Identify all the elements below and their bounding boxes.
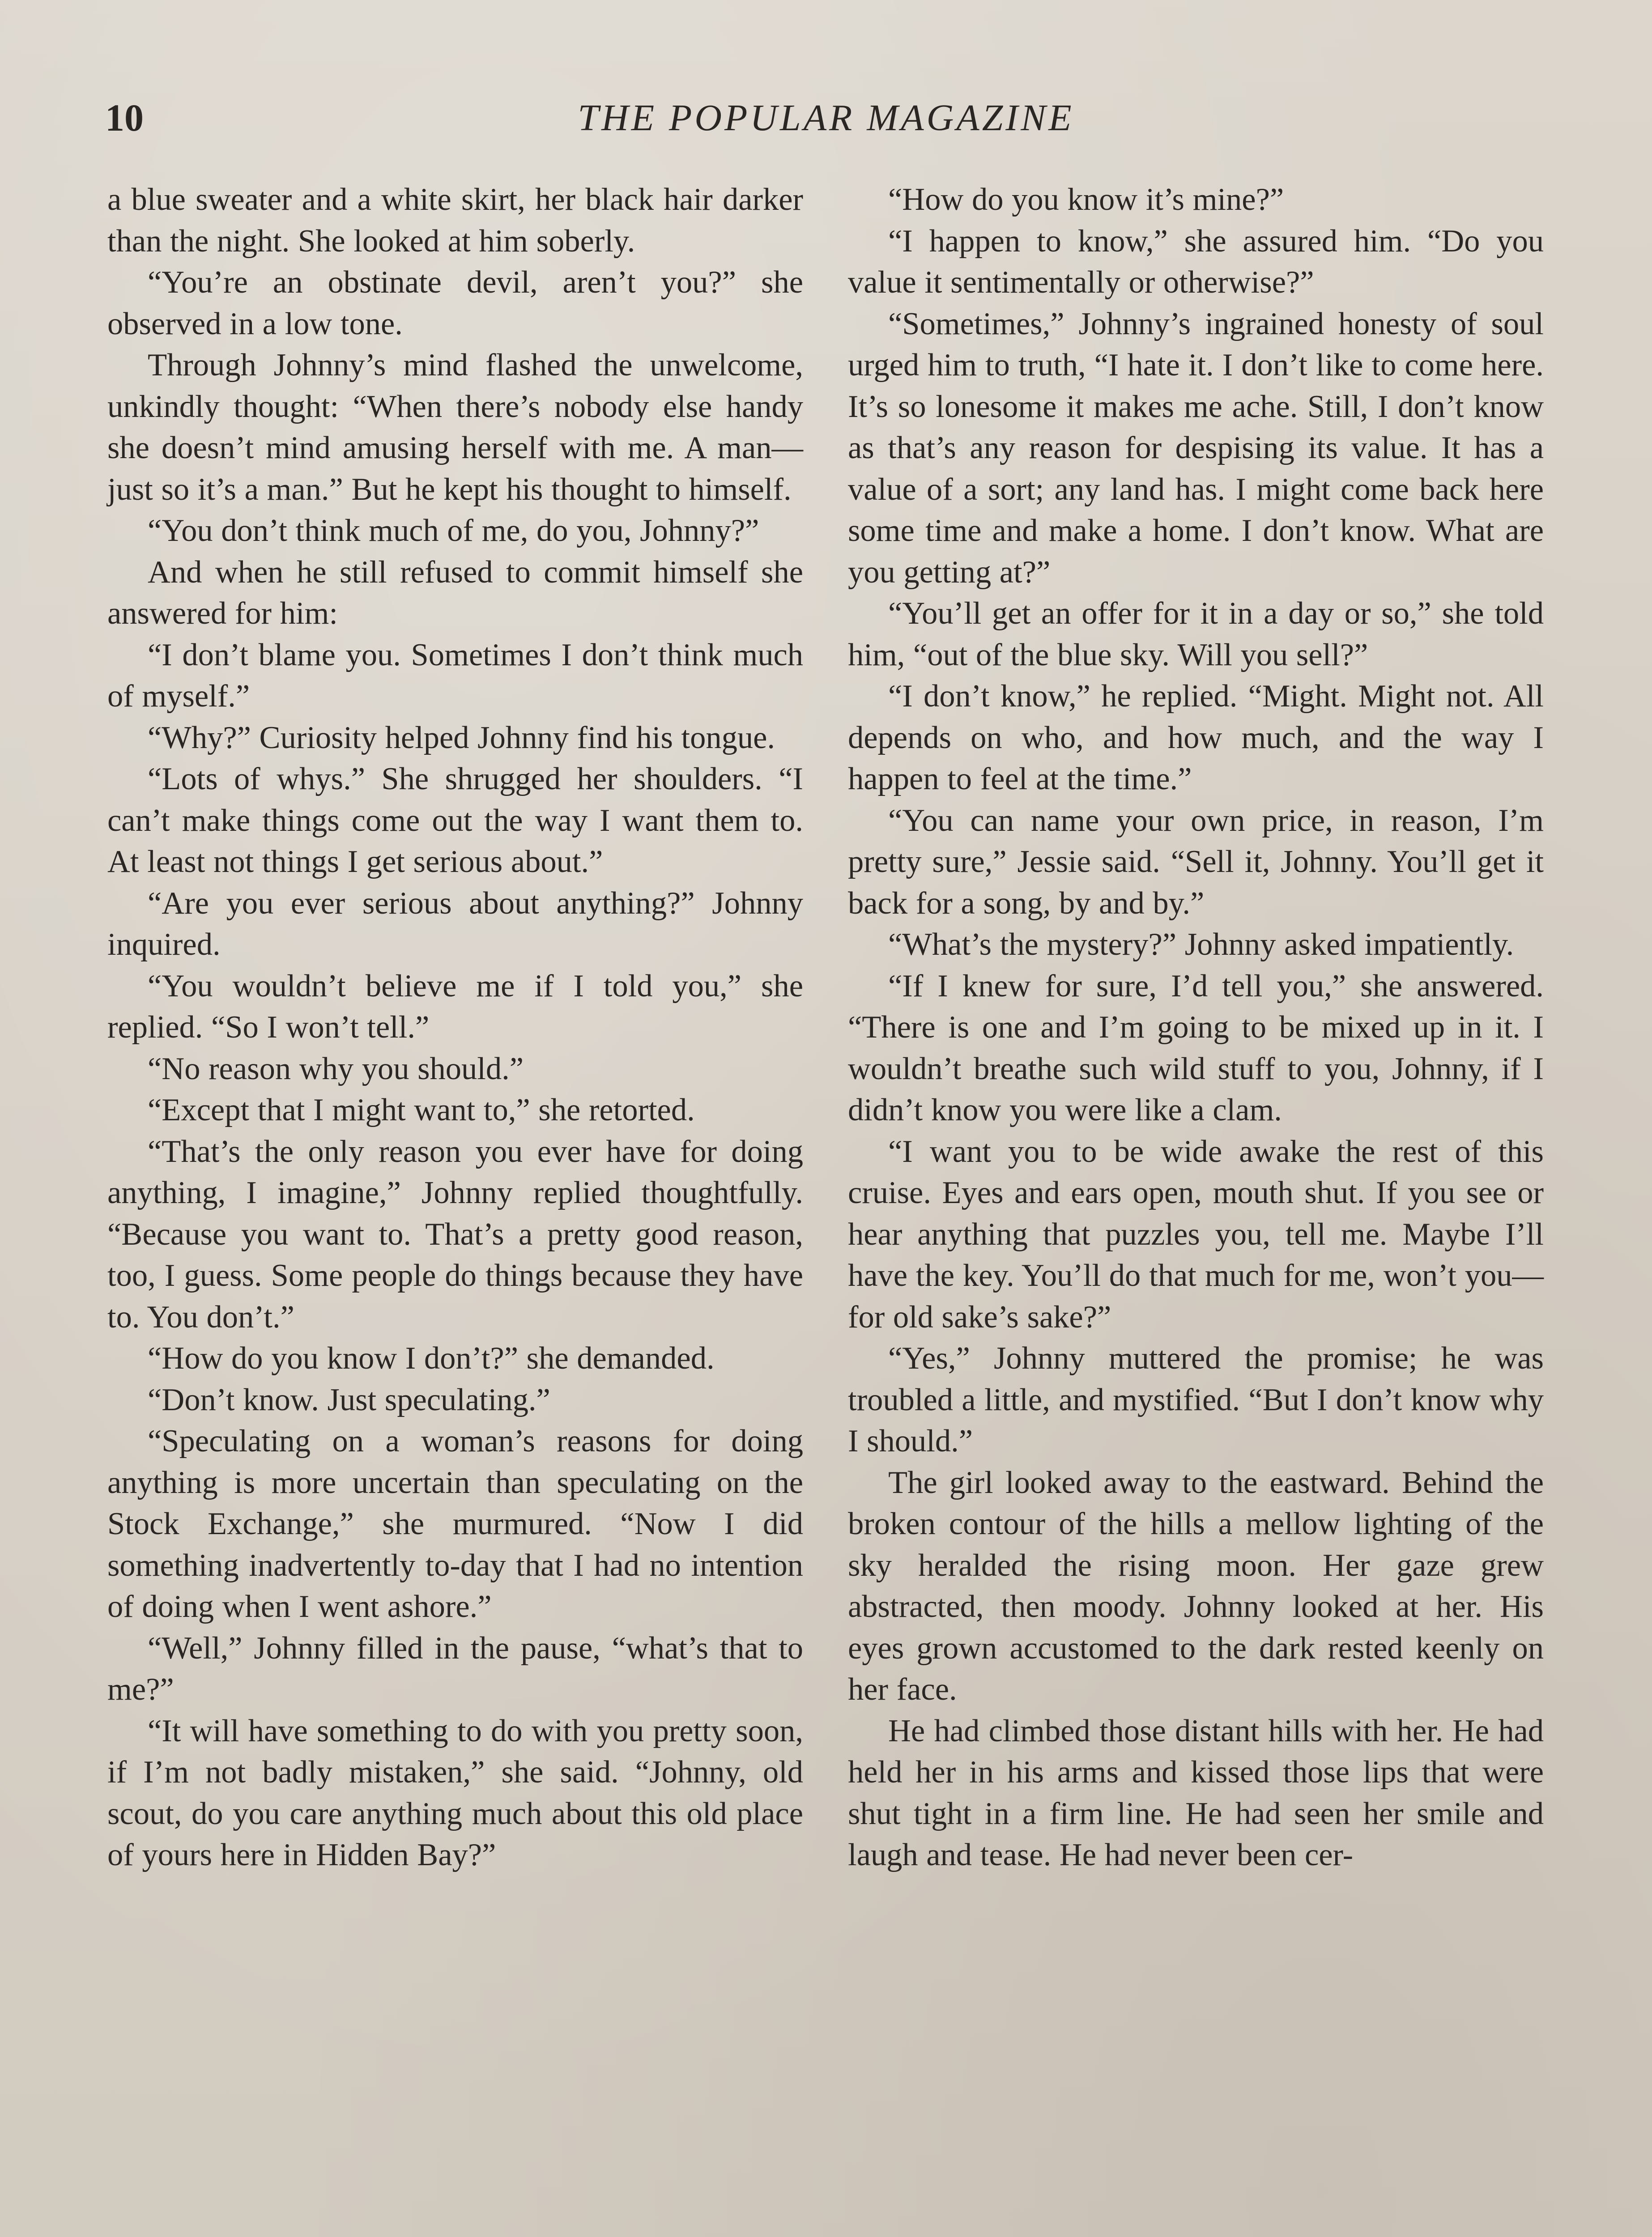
left-column (107, 179, 803, 1876)
paragraph: “That’s the only reason you ever have for doing anything, I imagine,” Johnny replied thoughtfully. “Because you want to. That’s a pretty good reason, too, I guess. Some people do things because they have to. You don’t.” (107, 1134, 803, 1335)
paragraph: “You don’t think much of me, do you, Johnny?” (148, 513, 759, 548)
paragraph: “You’ll get an offer for it in a day or so,” she told him, “out of the blue sky. Will you sell?” (848, 596, 1544, 672)
paragraph: “Lots of whys.” She shrugged her shoulders. “I can’t make things come out the way I want them to. At least not things I get serious about.” (107, 761, 803, 879)
paragraph: “What’s the mystery?” Johnny asked impatiently. (888, 927, 1514, 962)
paragraph: a blue sweater and a white skirt, her black hair darker than the night. She looked at him soberly. (107, 182, 803, 259)
paragraph: “Well,” Johnny filled in the pause, “what’s that to me?” (107, 1630, 803, 1707)
running-head: THE POPULAR MAGAZINE (578, 97, 1074, 139)
paragraph: “Are you ever serious about anything?” Johnny inquired. (107, 885, 803, 962)
paragraph: “Sometimes,” Johnny’s ingrained honesty of soul urged him to truth, “I hate it. I don’t like to come here. It’s so lonesome it makes me ache. Still, I don’t know as that’s any reason for despising its value. It has a value of a sort; any land has. I might come back here some time and make a home. I don’t know. What are you getting at?” (848, 306, 1544, 590)
paragraph: “You can name your own price, in reason, I’m pretty sure,” Jessie said. “Sell it, Johnny. You’ll get it back for a song, by and by.” (848, 803, 1544, 921)
page-header (105, 89, 1547, 143)
paragraph: “Don’t know. Just speculating.” (148, 1382, 550, 1417)
paragraph: “How do you know I don’t?” she demanded. (148, 1341, 715, 1376)
paragraph: And when he still refused to commit himself she answered for him: (107, 554, 803, 631)
paragraph: Through Johnny’s mind flashed the unwelcome, unkindly thought: “When there’s nobody else handy she doesn’t mind amusing herself with me. A man—just so it’s a man.” But he kept his thought to himself. (107, 348, 803, 507)
page-number: 10 (105, 96, 144, 139)
right-column (848, 179, 1544, 1876)
paragraph: “Yes,” Johnny muttered the promise; he was troubled a little, and mystified. “But I don’t know why I should.” (848, 1341, 1544, 1459)
paragraph: “No reason why you should.” (148, 1051, 524, 1086)
paragraph: “It will have something to do with you pretty soon, if I’m not badly mistaken,” she said. “Johnny, old scout, do you care anything much about this old place of yours here in Hidden Bay?” (107, 1713, 803, 1872)
paragraph: “I don’t know,” he replied. “Might. Might not. All depends on who, and how much, and the way I happen to feel at the time.” (848, 679, 1544, 796)
paragraph: “How do you know it’s mine?” (888, 182, 1284, 217)
paragraph: “I want you to be wide awake the rest of this cruise. Eyes and ears open, mouth shut. If you see or hear anything that puzzles you, tell me. Maybe I’ll have the key. You’ll do that much for me, won’t you—for old sake’s sake?” (848, 1134, 1544, 1335)
paragraph: “If I knew for sure, I’d tell you,” she answered. “There is one and I’m going to be mixed up in it. I wouldn’t breathe such wild stuff to you, Johnny, if I didn’t know you were like a clam. (848, 968, 1544, 1127)
paragraph: The girl looked away to the eastward. Behind the broken contour of the hills a mellow lighting of the sky heralded the rising moon. Her gaze grew abstracted, then moody. Johnny looked at her. His eyes grown accustomed to the dark rested keenly on her face. (848, 1465, 1544, 1707)
paragraph: “Except that I might want to,” she retorted. (148, 1093, 695, 1127)
paragraph: “I happen to know,” she assured him. “Do you value it sentimentally or otherwise?” (848, 223, 1544, 300)
paragraph: “Why?” Curiosity helped Johnny find his tongue. (148, 720, 775, 755)
paragraph: “I don’t blame you. Sometimes I don’t think much of myself.” (107, 637, 803, 714)
paragraph: “You’re an obstinate devil, aren’t you?” she observed in a low tone. (107, 265, 803, 341)
paragraph: “Speculating on a woman’s reasons for doing anything is more uncertain than speculating on the Stock Exchange,” she murmured. “Now I did something inadvertently to-day that I had no intention of doing when I went ashore.” (107, 1424, 803, 1624)
paragraph: He had climbed those distant hills with her. He had held her in his arms and kissed those lips that were shut tight in a firm line. He had seen her smile and laugh and tease. He had never been cer- (848, 1713, 1544, 1872)
paragraph: “You wouldn’t believe me if I told you,” she replied. “So I won’t tell.” (107, 968, 803, 1045)
